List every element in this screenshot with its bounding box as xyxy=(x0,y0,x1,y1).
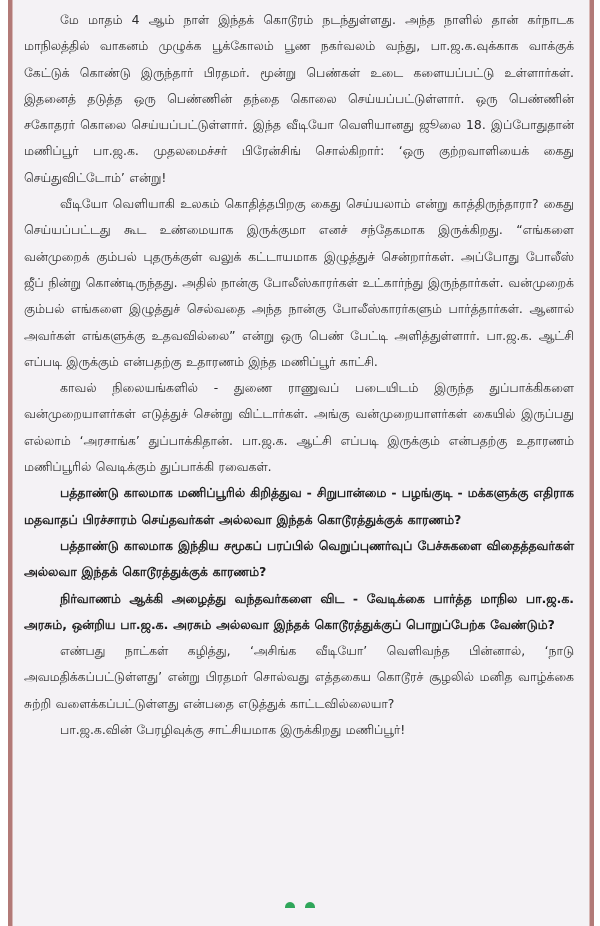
leaf-ornament-icon xyxy=(285,902,315,908)
paragraph-2: வீடியோ வெளியாகி உலகம் கொதித்தபிறகு கைது செய்யலாம் என்று காத்திருந்தாரா? கைது செய்யப்பட்டது கூட உண்மையாக இருக்குமா எனச் சந்தேகமாக இருக்கிறது. “எங்களை வன்முறைக் கும்பல் புதருக்குள் வலுக் கட்டாயமாக இழுத்துச் சென்றார்கள். அப்போது போலீஸ் ஜீப் நின்று கொண்டிருந்தது. அதில் நான்கு போலீஸ்காரர்கள் உட்கார்ந்து இருந்தார்கள். வன்முறைக் கும்பல் எங்களை இழுத்துச் செல்வதை அந்த நான்கு போலீஸ்காரர்களும் பார்த்தார்கள். ஆனால் அவர்கள் எங்களுக்கு உதவவில்லை” என்று ஒரு பெண் பேட்டி அளித்துள்ளார். பா.ஜ.க. ஆட்சி எப்படி இருக்கும் என்பதற்கு உதாரணம் இந்த மணிப்பூர் காட்சி. xyxy=(24,196,574,369)
paragraph-4-bold: பத்தாண்டு காலமாக மணிப்பூரில் கிறித்துவ - சிறுபான்மை - பழங்குடி - மக்களுக்கு எதிராக மதவாதப் பிரச்சாரம் செய்தவர்கள் அல்லவா இந்தக் கொடூரத்துக்குக் காரணம்? xyxy=(24,485,574,527)
paragraph-7: எண்பது நாட்கள் கழித்து, ‘அசிங்க வீடியோ’ வெளிவந்த பின்னால், ‘நாடு அவமதிக்கப்பட்டுள்ளது’ என்று பிரதமர் சொல்வது எத்தகைய கொடூரச் சூழலில் மனித வாழ்க்கை சுற்றி வளைக்கப்பட்டுள்ளது என்பதை எடுத்துக் காட்டவில்லையா? xyxy=(24,643,574,711)
article-body xyxy=(24,7,574,743)
leaf-left-icon xyxy=(285,902,295,908)
paragraph-5-bold: பத்தாண்டு காலமாக இந்திய சமூகப் பரப்பில் வெறுப்புணர்வுப் பேச்சுகளை விதைத்தவர்கள் அல்லவா இந்தக் கொடூரத்துக்குக் காரணம்? xyxy=(24,537,574,580)
leaf-right-icon xyxy=(305,902,315,908)
paragraph-6-bold: நிர்வாணம் ஆக்கி அழைத்து வந்தவர்களை விட - வேடிக்கை பார்த்த மாநில பா.ஜ.க. அரசும், ஒன்றிய பா.ஜ.க. அரசும் அல்லவா இந்தக் கொடூரத்துக்குப் பொறுப்பேற்க வேண்டும்? xyxy=(24,590,574,632)
closing-line: பா.ஜ.க.வின் பேரழிவுக்கு சாட்சியமாக இருக்கிறது மணிப்பூர்! xyxy=(60,722,406,738)
paragraph-3: காவல் நிலையங்களில் - துணை ராணுவப் படையிடம் இருந்த துப்பாக்கிகளை வன்முறையாளர்கள் எடுத்துச் சென்று விட்டார்கள். அங்கு வன்முறையாளர்கள் கையில் இருப்பது எல்லாம் ‘அரசாங்க’ துப்பாக்கிதான். பா.ஜ.க. ஆட்சி எப்படி இருக்கும் என்பதற்கு உதாரணம் மணிப்பூரில் வெடிக்கும் துப்பாக்கி ரவைகள். xyxy=(24,380,574,475)
paragraph-1: மே மாதம் 4 ஆம் நாள் இந்தக் கொடூரம் நடந்துள்ளது. அந்த நாளில் தான் கர்நாடக மாநிலத்தில் வாகனம் முழுக்க பூக்கோலம் பூண நகர்வலம் வந்து, பா.ஜ.க.வுக்காக வாக்குக் கேட்டுக் கொண்டு இருந்தார் பிரதமர். மூன்று பெண்கள் உடை களையப்பட்டு உள்ளார்கள். இதனைத் தடுத்த ஒரு பெண்ணின் தந்தை கொலை செய்யப்பட்டுள்ளார். ஒரு பெண்ணின் சகோதரர் கொலை செய்யப்பட்டுள்ளார். இந்த வீடியோ வெளியானது ஜூலை 18. இப்போதுதான் மணிப்பூர் பா.ஜ.க. முதலமைச்சர் பிரேன்சிங் சொல்கிறார்: ‘ஒரு குற்றவாளியைக் கைது செய்துவிட்டோம்’ என்று! xyxy=(24,12,574,185)
